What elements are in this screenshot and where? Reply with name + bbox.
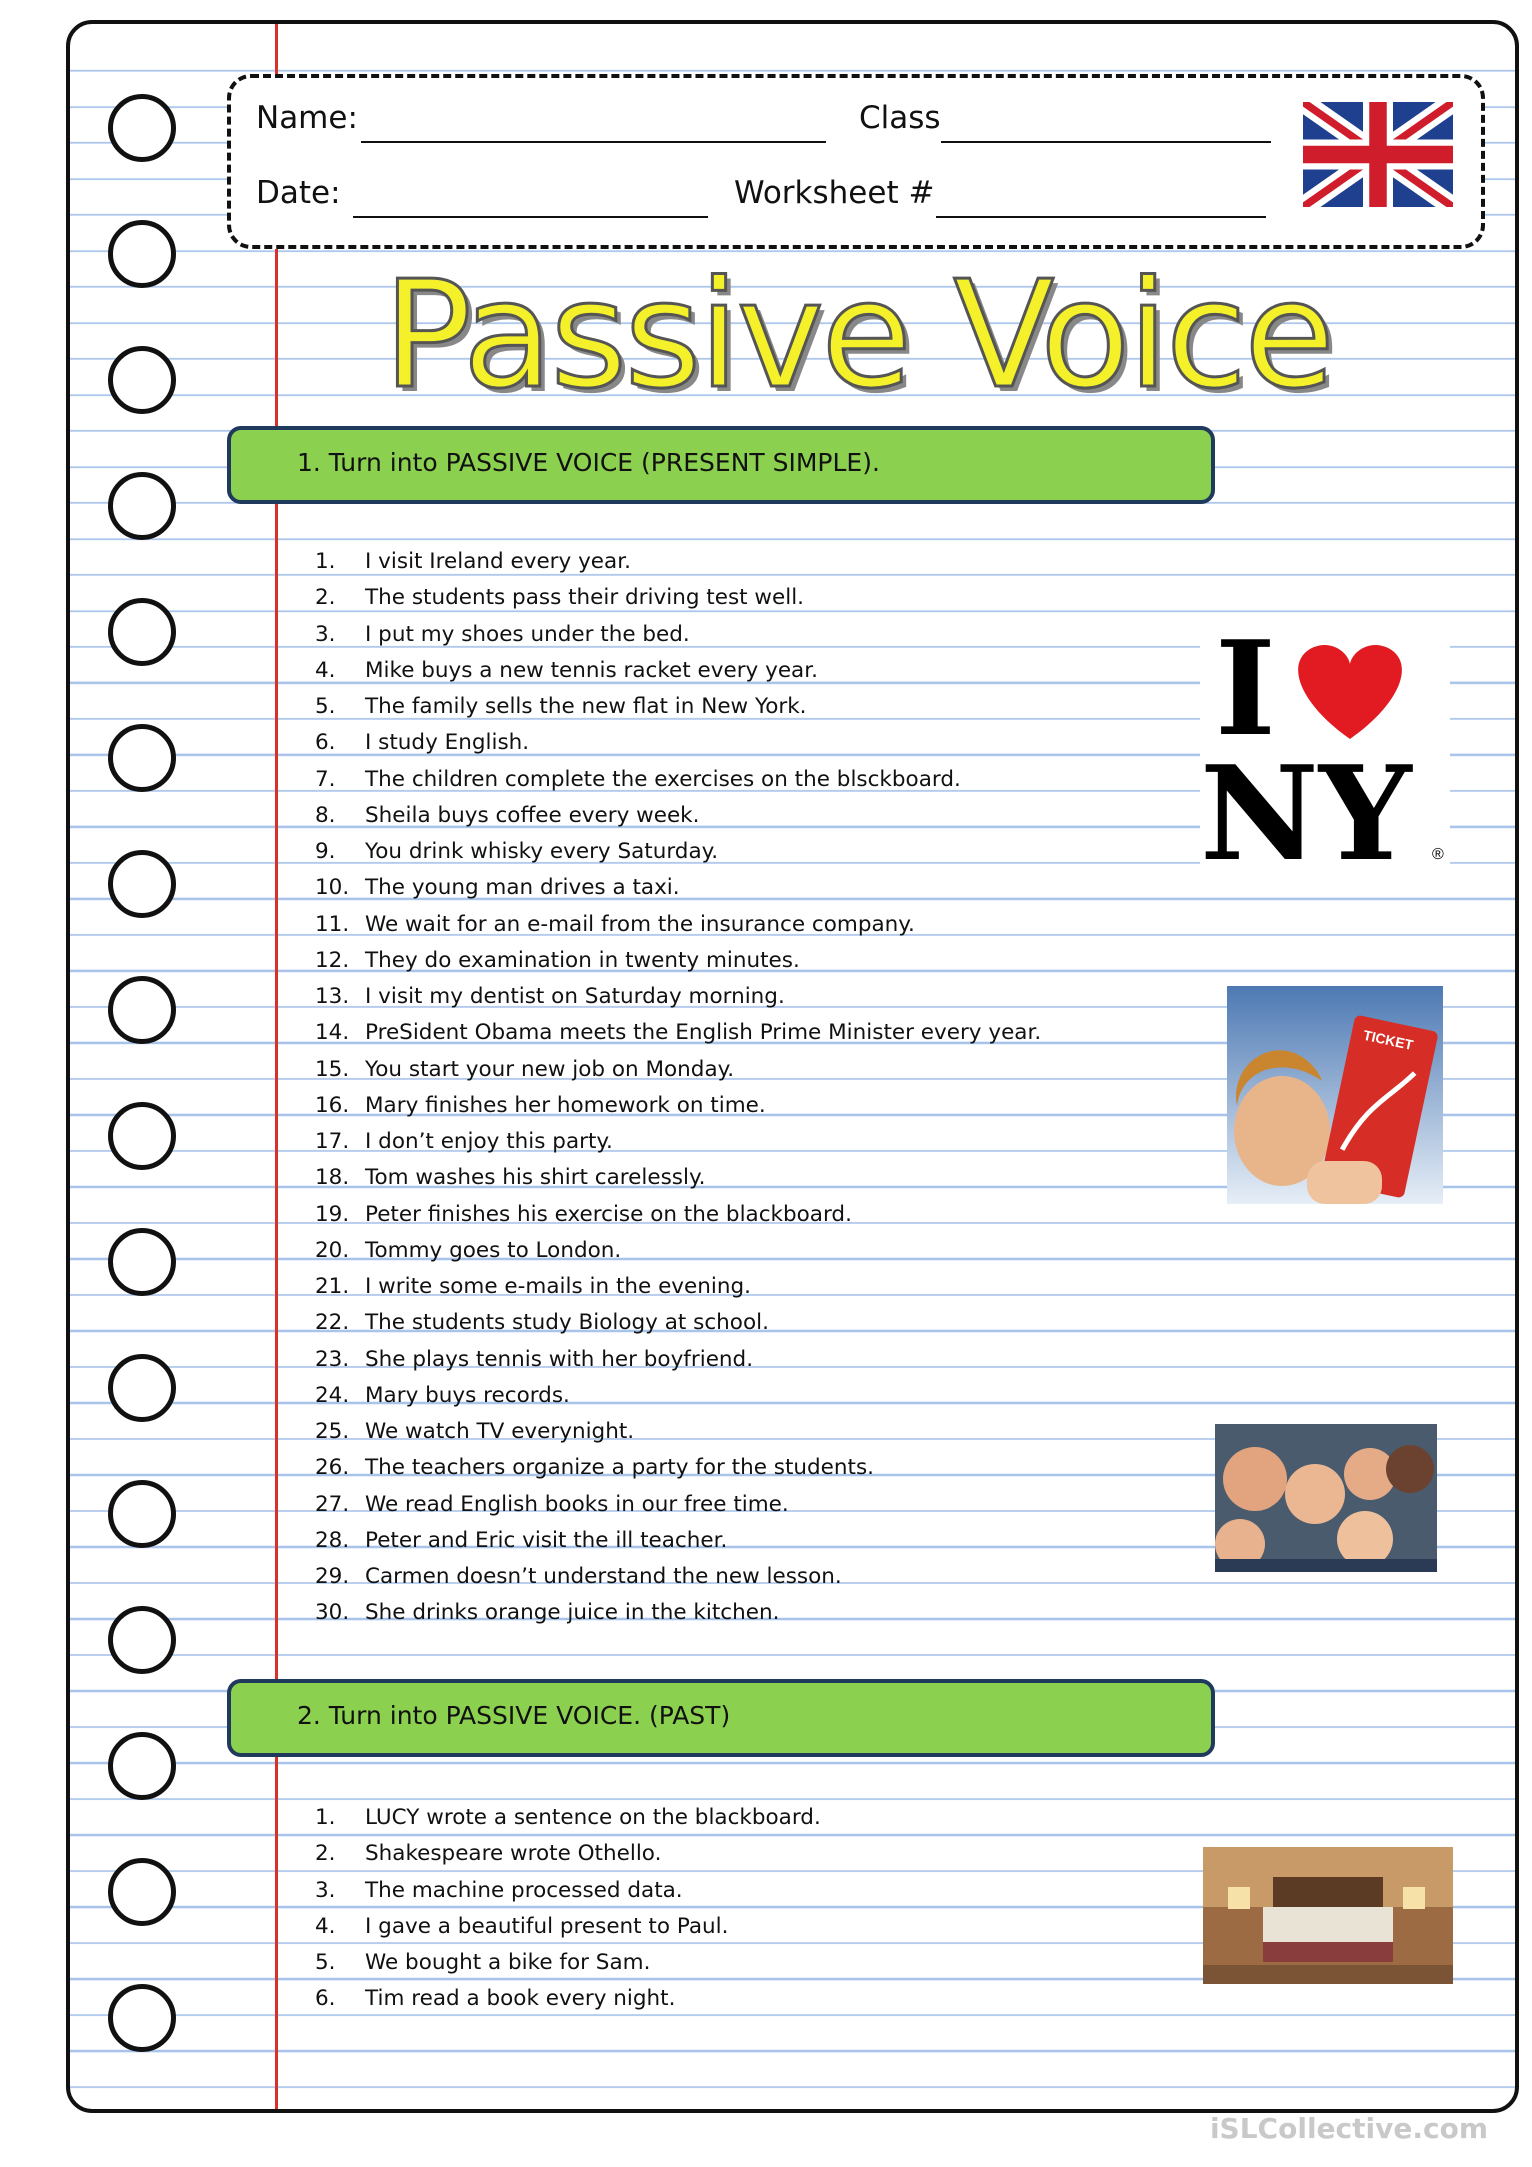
class-label: Class [859, 100, 941, 136]
item-number: 29. [315, 1564, 350, 1589]
list-item [315, 1873, 821, 1909]
list-item [315, 1197, 1041, 1233]
watermark: iSLCollective.com [1209, 2112, 1488, 2145]
name-field[interactable] [361, 141, 826, 143]
binder-hole [108, 1858, 176, 1926]
list-item [315, 725, 1041, 761]
list-item [315, 1836, 821, 1872]
list-item [315, 1487, 1041, 1523]
binder-hole [108, 1102, 176, 1170]
section2-list [315, 1800, 821, 2018]
list-item [315, 798, 1041, 834]
binder-hole [108, 1480, 176, 1548]
item-sentence: I gave a beautiful present to Paul. [365, 1913, 729, 1939]
item-number: 9. [315, 839, 336, 864]
item-number: 2. [315, 1841, 336, 1867]
woman-with-ticket-photo-icon [1227, 986, 1443, 1204]
date-field[interactable] [353, 216, 708, 218]
binder-hole [108, 976, 176, 1044]
item-sentence: We watch TV everynight. [365, 1419, 635, 1444]
item-sentence: Mary buys records. [365, 1382, 570, 1408]
item-number: 1. [315, 1805, 336, 1830]
list-item [315, 1595, 1041, 1631]
list-item [315, 1945, 821, 1981]
list-item [315, 1088, 1041, 1124]
svg-text:TICKET: TICKET [1361, 1026, 1415, 1053]
list-item [315, 943, 1041, 979]
item-sentence: I visit my dentist on Saturday morning. [365, 984, 785, 1009]
item-number: 10. [315, 875, 350, 901]
item-sentence: I put my shoes under the bed. [365, 621, 690, 647]
list-item [315, 1015, 1041, 1051]
item-number: 11. [315, 911, 350, 937]
list-item [315, 544, 1041, 580]
item-number: 7. [315, 766, 336, 792]
student-info-box [227, 74, 1485, 249]
item-sentence: I write some e-mails in the evening. [365, 1274, 751, 1299]
binder-hole [108, 2110, 176, 2113]
item-sentence: She drinks orange juice in the kitchen. [365, 1600, 780, 1626]
item-number: 16. [315, 1092, 350, 1118]
list-item [315, 1052, 1041, 1088]
list-item [315, 907, 1041, 943]
item-sentence: You drink whisky every Saturday. [365, 839, 719, 864]
item-number: 1. [315, 549, 336, 574]
binder-hole [108, 724, 176, 792]
item-number: 18. [315, 1165, 350, 1191]
union-jack-flag-icon [1303, 102, 1453, 207]
item-sentence: The young man drives a taxi. [365, 875, 680, 901]
item-number: 30. [315, 1600, 350, 1626]
binder-hole [108, 850, 176, 918]
class-field[interactable] [941, 141, 1271, 143]
list-item [315, 1342, 1041, 1378]
list-item [315, 1124, 1041, 1160]
item-sentence: The students pass their driving test well. [365, 585, 805, 611]
item-number: 4. [315, 1913, 336, 1939]
list-item [315, 1981, 821, 2017]
item-number: 25. [315, 1419, 350, 1444]
item-number: 5. [315, 694, 336, 719]
section2-heading: 2. Turn into PASSIVE VOICE. (PAST) [297, 1701, 731, 1730]
list-item [315, 1305, 1041, 1341]
item-number: 2. [315, 585, 336, 611]
list-item [315, 689, 1041, 725]
item-number: 4. [315, 657, 336, 683]
list-item [315, 870, 1041, 906]
section1-heading-box [227, 426, 1215, 504]
item-sentence: I visit Ireland every year. [365, 549, 631, 574]
list-item [315, 1269, 1041, 1305]
item-number: 23. [315, 1346, 350, 1372]
list-item [315, 1160, 1041, 1196]
item-number: 17. [315, 1129, 350, 1154]
svg-text:I: I [1215, 624, 1276, 765]
name-label: Name: [256, 100, 358, 136]
date-label: Date: [256, 175, 341, 211]
svg-text:®: ® [1432, 846, 1444, 863]
item-number: 22. [315, 1310, 350, 1336]
item-sentence: They do examination in twenty minutes. [365, 947, 800, 973]
list-item [315, 1523, 1041, 1559]
item-sentence: You start your new job on Monday. [365, 1056, 735, 1082]
list-item [315, 1450, 1041, 1486]
item-number: 5. [315, 1950, 336, 1975]
binder-hole [108, 1606, 176, 1674]
list-item [315, 1414, 1041, 1450]
item-sentence: The family sells the new flat in New York. [365, 694, 807, 719]
binder-hole [108, 1354, 176, 1422]
item-sentence: The teachers organize a party for the students. [365, 1455, 874, 1481]
item-sentence: Peter finishes his exercise on the blackboard. [365, 1201, 852, 1227]
binder-hole [108, 220, 176, 288]
item-sentence: Tommy goes to London. [365, 1237, 622, 1263]
item-sentence: Carmen doesn’t understand the new lesson. [365, 1564, 842, 1589]
item-sentence: I don’t enjoy this party. [365, 1129, 613, 1154]
item-sentence: Mike buys a new tennis racket every year. [365, 657, 818, 683]
item-number: 14. [315, 1020, 350, 1046]
section1-heading: 1. Turn into PASSIVE VOICE (PRESENT SIMPLE). [297, 448, 880, 477]
item-number: 27. [315, 1491, 350, 1517]
item-number: 21. [315, 1274, 350, 1299]
list-item [315, 1378, 1041, 1414]
item-number: 24. [315, 1382, 350, 1408]
item-number: 20. [315, 1237, 350, 1263]
item-number: 12. [315, 947, 350, 973]
item-sentence: The machine processed data. [365, 1877, 683, 1903]
list-item [315, 979, 1041, 1015]
binder-hole [108, 94, 176, 162]
item-sentence: I study English. [365, 730, 530, 756]
list-item [315, 653, 1041, 689]
item-sentence: She plays tennis with her boyfriend. [365, 1346, 754, 1372]
binder-hole [108, 472, 176, 540]
item-sentence: Peter and Eric visit the ill teacher. [365, 1527, 728, 1553]
list-item [315, 1909, 821, 1945]
binder-holes [108, 94, 178, 2113]
item-number: 15. [315, 1056, 350, 1082]
item-number: 13. [315, 984, 350, 1009]
list-item [315, 1233, 1041, 1269]
item-sentence: PreSident Obama meets the English Prime Minister every year. [365, 1020, 1042, 1046]
list-item [315, 1800, 821, 1836]
binder-hole [108, 1228, 176, 1296]
item-number: 3. [315, 621, 336, 647]
list-item [315, 1559, 1041, 1595]
item-sentence: Mary finishes her homework on time. [365, 1092, 766, 1118]
item-sentence: Shakespeare wrote Othello. [365, 1841, 662, 1867]
binder-hole [108, 1732, 176, 1800]
section2-heading-box [227, 1679, 1215, 1757]
svg-text:NY: NY [1200, 737, 1412, 874]
item-sentence: We bought a bike for Sam. [365, 1950, 651, 1975]
worksheet-label: Worksheet # [734, 175, 935, 211]
worksheet-number-field[interactable] [936, 216, 1266, 218]
section1-list [315, 544, 1041, 1632]
item-number: 3. [315, 1877, 336, 1903]
item-number: 26. [315, 1455, 350, 1481]
bedroom-photo-icon [1203, 1847, 1453, 1984]
binder-hole [108, 346, 176, 414]
item-sentence: We wait for an e-mail from the insurance company. [365, 911, 915, 937]
page-title: Passive Voice [382, 249, 1333, 421]
list-item [315, 834, 1041, 870]
i-love-ny-logo-icon [1200, 624, 1450, 874]
group-of-friends-photo-icon [1215, 1424, 1437, 1572]
item-sentence: The children complete the exercises on the blsckboard. [365, 766, 961, 792]
binder-hole [108, 1984, 176, 2052]
list-item [315, 762, 1041, 798]
list-item [315, 580, 1041, 616]
item-number: 6. [315, 1986, 336, 2012]
item-sentence: Tim read a book every night. [365, 1986, 676, 2012]
item-sentence: We read English books in our free time. [365, 1491, 789, 1517]
item-sentence: Tom washes his shirt carelessly. [365, 1165, 706, 1191]
item-sentence: LUCY wrote a sentence on the blackboard. [365, 1805, 821, 1830]
binder-hole [108, 598, 176, 666]
item-number: 28. [315, 1527, 350, 1553]
item-sentence: The students study Biology at school. [365, 1310, 769, 1336]
list-item [315, 617, 1041, 653]
item-sentence: Sheila buys coffee every week. [365, 802, 700, 828]
item-number: 19. [315, 1201, 350, 1227]
item-number: 6. [315, 730, 336, 756]
notebook-page [66, 20, 1519, 2113]
item-number: 8. [315, 802, 336, 828]
